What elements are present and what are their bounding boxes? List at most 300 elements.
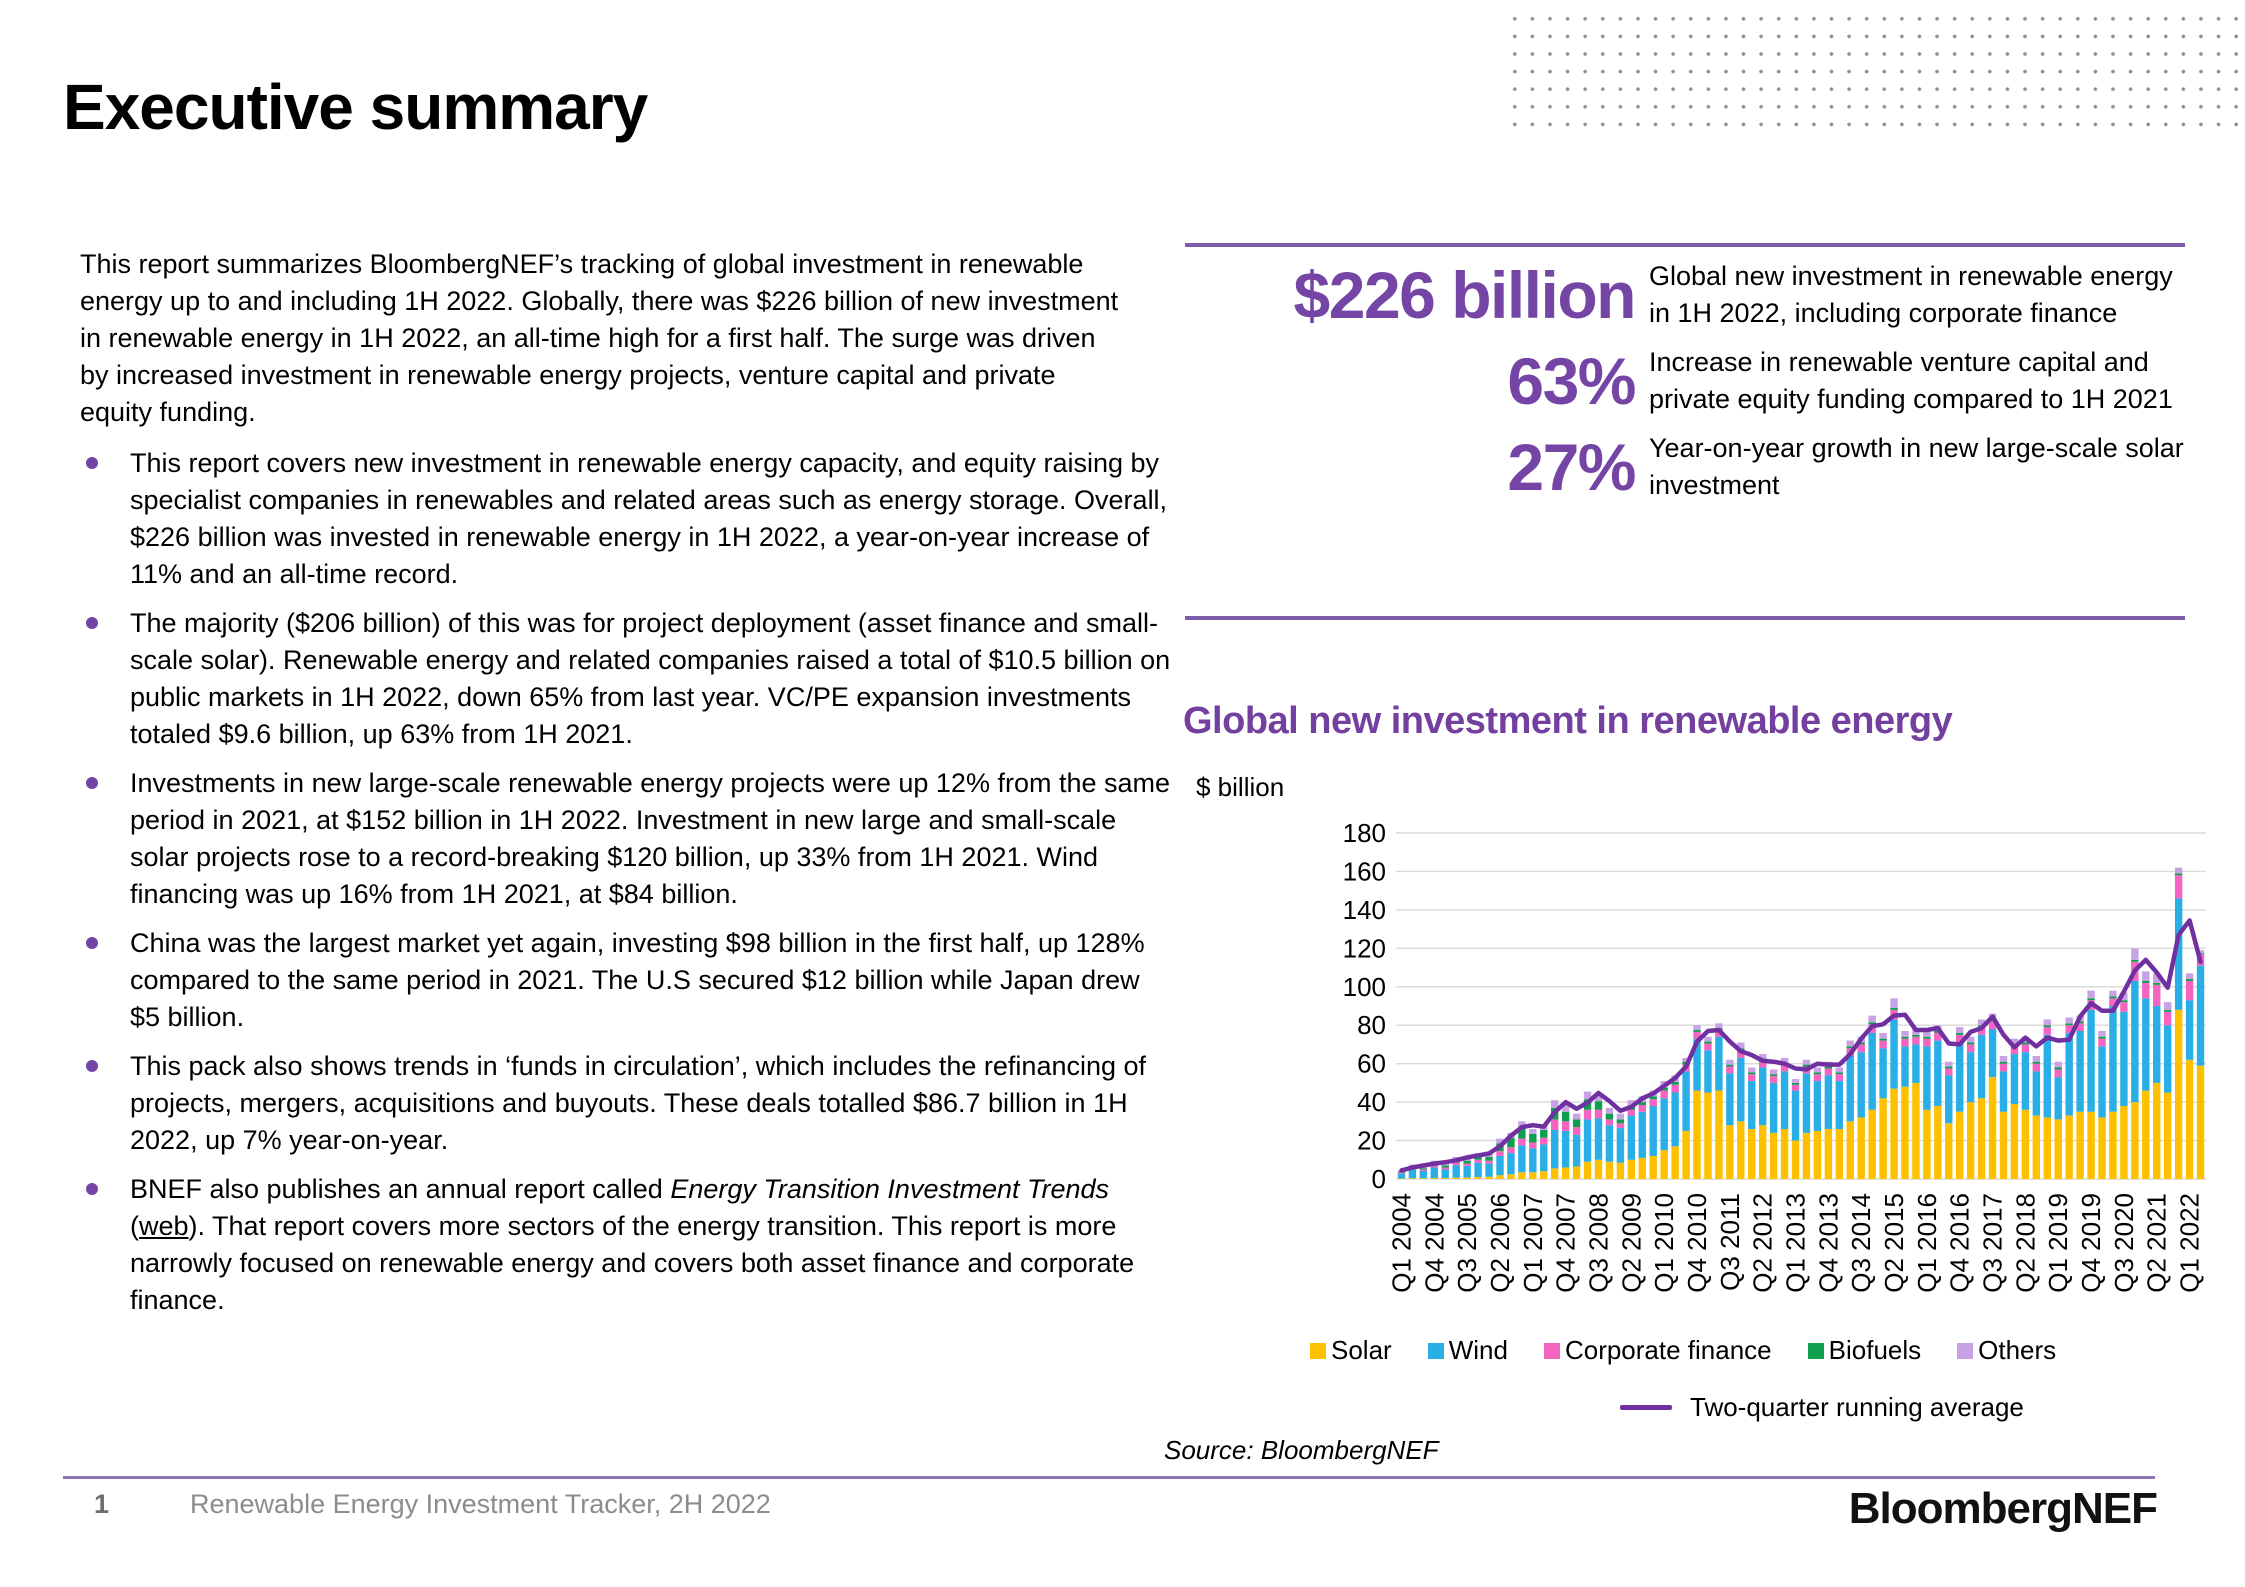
bar-segment (1847, 1041, 1854, 1047)
bar-segment (1923, 1037, 1930, 1039)
bar-segment (2120, 1002, 2127, 1012)
bar-segment (1912, 1037, 1919, 1045)
bar-segment (2044, 1019, 2051, 1025)
bar-segment (1759, 1068, 1766, 1126)
bar-segment (1529, 1129, 1536, 1134)
bar-segment (1770, 1069, 1777, 1074)
text-segment: This pack also shows trends in ‘funds in circulation’, which includes the refinancing of projects, mergers, acquisitions and buyouts. These deals totalled $86.7 billion in 1H 2022, up 7% year-on-year. (130, 1051, 1147, 1155)
legend-item-corporate-finance (1544, 1335, 1772, 1366)
bar-segment (2142, 983, 2149, 998)
bar-segment (2000, 1064, 2007, 1072)
bullet-text (130, 1174, 1134, 1315)
y-axis-tick-label: 60 (1357, 1048, 1386, 1079)
bar-segment (1518, 1172, 1525, 1179)
bar-segment (1562, 1121, 1569, 1131)
bullet-marker (86, 1183, 98, 1195)
bar-segment (2164, 1025, 2171, 1092)
bar-segment (1660, 1091, 1667, 1099)
bar-segment (2175, 868, 2182, 874)
x-axis-tick-label: Q2 2021 (2141, 1193, 2172, 1293)
bar-segment (1978, 1035, 1985, 1098)
legend-swatch (1428, 1343, 1444, 1359)
bar-segment (1606, 1119, 1613, 1125)
bar-segment (1770, 1074, 1777, 1076)
text-segment: ). That report covers more sectors of the energy transition. This report is more narrowly focused on renewable energy and covers both asset finance and corporate finance. (130, 1211, 1135, 1315)
bar-segment (2000, 1056, 2007, 1062)
bar-segment (1573, 1127, 1580, 1135)
bar-segment (1529, 1172, 1536, 1179)
dot-pattern-decoration (1500, 4, 2245, 138)
bar-segment (1398, 1178, 1405, 1179)
bar-segment (1814, 1068, 1821, 1073)
bar-segment (1551, 1130, 1558, 1168)
bar-segment (2033, 1064, 2040, 1072)
stat-row (1185, 429, 2185, 505)
bar-segment (1912, 1083, 1919, 1179)
bar-segment (1770, 1083, 1777, 1133)
legend-swatch (1544, 1343, 1560, 1359)
bar-segment (1628, 1110, 1635, 1116)
bar-segment (1803, 1073, 1810, 1133)
bar-segment (2120, 1106, 2127, 1179)
bar-segment (1453, 1163, 1460, 1165)
x-axis-tick-label: Q1 2007 (1517, 1193, 1548, 1293)
chart-source: Source: BloombergNEF (1164, 1435, 1439, 1465)
bar-segment (1836, 1074, 1843, 1081)
bar-segment (1420, 1171, 1427, 1178)
bar-segment (1507, 1153, 1514, 1174)
x-axis-tick-label: Q1 2013 (1780, 1193, 1811, 1293)
x-axis-tick-label: Q4 2019 (2076, 1193, 2107, 1293)
bar-segment (1945, 1123, 1952, 1179)
y-axis-tick-label: 0 (1371, 1164, 1386, 1194)
bar-segment (2044, 1025, 2051, 1027)
x-axis-tick-label: Q3 2005 (1452, 1193, 1483, 1293)
x-axis-tick-label: Q2 2018 (2010, 1193, 2041, 1293)
bar-segment (1704, 1050, 1711, 1092)
bar-segment (2109, 1006, 2116, 1112)
bar-segment (1847, 1121, 1854, 1179)
bar-segment (1890, 1008, 1897, 1010)
bar-segment (1474, 1177, 1481, 1179)
bar-segment (1584, 1119, 1591, 1161)
text-segment: Energy Transition Investment Trends (670, 1174, 1110, 1204)
bar-segment (2164, 1093, 2171, 1180)
bar-segment (1606, 1125, 1613, 1162)
bar-segment (1726, 1060, 1733, 1065)
bar-segment (1879, 1041, 1886, 1049)
bar-segment (1967, 1044, 1974, 1052)
bar-segment (1715, 1091, 1722, 1179)
bar-segment (2153, 1006, 2160, 1083)
bar-segment (1671, 1146, 1678, 1179)
bar-segment (1639, 1112, 1646, 1158)
bullet-item (80, 605, 1175, 753)
stat-row (1185, 343, 2185, 419)
bar-segment (1398, 1174, 1405, 1179)
bar-segment (1474, 1160, 1481, 1163)
bar-segment (1617, 1163, 1624, 1179)
chart-legend (1310, 1335, 2056, 1366)
bar-segment (1868, 1016, 1875, 1023)
bar-segment (1617, 1114, 1624, 1120)
bar-segment (1595, 1118, 1602, 1159)
bar-segment (1748, 1081, 1755, 1129)
stat-description: Year-on-year growth in new large-scale solar investment (1649, 433, 2184, 500)
stat-description: Increase in renewable venture capital and private equity funding compared to 1H 2021 (1649, 347, 2173, 414)
bar-segment (1715, 1023, 1722, 1028)
bar-segment (1781, 1129, 1788, 1179)
page-title: Executive summary (63, 71, 648, 143)
bar-segment (1617, 1128, 1624, 1163)
x-axis-tick-label: Q1 2022 (2174, 1193, 2205, 1293)
bar-segment (1507, 1147, 1514, 1153)
bullet-text (130, 1051, 1146, 1155)
bar-segment (1901, 1031, 1908, 1037)
bar-segment (1956, 1043, 1963, 1112)
y-axis-tick-label: 120 (1342, 933, 1386, 964)
bar-segment (1704, 1042, 1711, 1044)
bullet-marker (86, 777, 98, 789)
text-segment: The majority ($206 billion) of this was for project deployment (asset finance and small-scale solar). Renewable energy and related companies raised a total of $10.5 billion on public markets in 1H 2022, down 65% from last year. VC/PE expansion investments totaled $9.6 billion, up 63% from 1H 2021. (130, 608, 1171, 749)
bar-segment (2142, 998, 2149, 1090)
bar-segment (1759, 1125, 1766, 1179)
bar-segment (1726, 1065, 1733, 1067)
page-number: 1 (94, 1489, 110, 1519)
bar-segment (1409, 1170, 1416, 1179)
bar-segment (1912, 1035, 1919, 1037)
bar-segment (1923, 1110, 1930, 1179)
bar-segment (1540, 1171, 1547, 1179)
bar-segment (1606, 1114, 1613, 1120)
bar-segment (2098, 1039, 2105, 1047)
stat-row (1185, 257, 2185, 333)
bar-segment (1803, 1133, 1810, 1179)
bar-segment (1551, 1119, 1558, 1130)
intro-paragraph (80, 246, 1125, 431)
bar-segment (1825, 1068, 1832, 1075)
bar-segment (2033, 1071, 2040, 1115)
bar-segment (1496, 1175, 1503, 1179)
bar-segment (1726, 1125, 1733, 1179)
bar-segment (1748, 1068, 1755, 1073)
bar-segment (1606, 1162, 1613, 1179)
investment-chart (1330, 819, 2220, 1319)
bar-segment (1792, 1083, 1799, 1085)
bar-segment (1770, 1133, 1777, 1179)
chart-unit-label: $ billion (1196, 772, 1285, 802)
bar-segment (1715, 1037, 1722, 1091)
bar-segment (1945, 1067, 1952, 1069)
bar-segment (2109, 991, 2116, 997)
bar-segment (1967, 1052, 1974, 1102)
bar-segment (1693, 1091, 1700, 1179)
bar-segment (1792, 1141, 1799, 1179)
y-axis-tick-label: 180 (1342, 819, 1386, 848)
bar-segment (1442, 1167, 1449, 1169)
bar-segment (2142, 981, 2149, 983)
bar-segment (2087, 998, 2094, 1000)
bar-segment (2022, 1110, 2029, 1179)
bar-segment (1901, 1087, 1908, 1179)
bar-segment (2131, 960, 2138, 962)
bar-segment (1967, 1102, 1974, 1179)
bar-segment (1628, 1116, 1635, 1160)
bar-segment (1639, 1105, 1646, 1112)
bar-segment (1847, 1056, 1854, 1121)
bar-segment (1562, 1112, 1569, 1122)
bar-segment (2131, 948, 2138, 960)
bar-segment (2055, 1077, 2062, 1119)
bar-segment (1693, 1025, 1700, 1030)
bullet-text (130, 768, 1170, 909)
bar-segment (1934, 1106, 1941, 1179)
bar-segment (1474, 1163, 1481, 1177)
bar-segment (1956, 1027, 1963, 1033)
bar-segment (1463, 1177, 1470, 1179)
bar-segment (1792, 1079, 1799, 1083)
y-axis-tick-label: 40 (1357, 1087, 1386, 1118)
bar-segment (1463, 1164, 1470, 1166)
legend-label: Others (1978, 1335, 2057, 1365)
bullet-list (80, 445, 1175, 1319)
bar-segment (1682, 1131, 1689, 1179)
bar-segment (2055, 1062, 2062, 1068)
bar-segment (1595, 1110, 1602, 1119)
bar-segment (1967, 1043, 1974, 1045)
bar-segment (1879, 1033, 1886, 1039)
bar-segment (1551, 1168, 1558, 1179)
text-segment: This report covers new investment in renewable energy capacity, and equity raising by specialist companies in renewables and related areas such as energy storage. Overall, $226 billion was invested in renewable energy in 1H 2022, a year-on-year increase of 11% and an all-time record. (130, 448, 1168, 589)
bar-segment (2186, 981, 2193, 1000)
bar-segment (2033, 1056, 2040, 1062)
bullet-marker (86, 937, 98, 949)
bar-segment (2131, 1102, 2138, 1179)
bar-segment (2109, 1112, 2116, 1179)
stat-value: 63% (1507, 344, 1635, 418)
y-axis-tick-label: 160 (1342, 856, 1386, 887)
bar-segment (2000, 1062, 2007, 1064)
bar-segment (1650, 1099, 1657, 1106)
bar-segment (1660, 1098, 1667, 1150)
bar-segment (1584, 1110, 1591, 1120)
bar-segment (1945, 1068, 1952, 1075)
bullet-text (130, 928, 1145, 1032)
bar-segment (2098, 1046, 2105, 1117)
text-segment: China was the largest market yet again, investing $98 billion in the first half, up 128% compared to the same period in 2021. The U.S secured $12 billion while Japan drew $5 billion. (130, 928, 1145, 1032)
bar-segment (1617, 1123, 1624, 1128)
bar-segment (2087, 991, 2094, 999)
bar-segment (2044, 1117, 2051, 1179)
bar-segment (1868, 1033, 1875, 1110)
bar-segment (2076, 1031, 2083, 1112)
bar-segment (1595, 1101, 1602, 1110)
bullet-item (80, 1048, 1175, 1159)
bar-segment (1682, 1071, 1689, 1131)
bar-segment (1879, 1098, 1886, 1179)
bar-segment (2065, 1023, 2072, 1025)
bar-segment (2186, 979, 2193, 981)
bar-segment (1814, 1131, 1821, 1179)
bar-segment (1442, 1178, 1449, 1179)
bar-segment (1836, 1081, 1843, 1129)
bar-segment (1573, 1114, 1580, 1120)
bar-segment (2153, 985, 2160, 1006)
bar-segment (1606, 1108, 1613, 1114)
bar-segment (2186, 1060, 2193, 1179)
bar-segment (1409, 1178, 1416, 1179)
bar-segment (1879, 1048, 1886, 1098)
y-axis-tick-label: 20 (1357, 1125, 1386, 1156)
bar-segment (1704, 1043, 1711, 1050)
bar-segment (1748, 1072, 1755, 1074)
bar-segment (1901, 1037, 1908, 1039)
bullet-text (130, 448, 1167, 589)
bar-segment (1671, 1093, 1678, 1147)
bar-segment (1529, 1134, 1536, 1143)
bullet-item (80, 765, 1175, 913)
x-axis-tick-label: Q1 2019 (2043, 1193, 2074, 1293)
x-axis-tick-label: Q1 2016 (1911, 1193, 1942, 1293)
bar-segment (1770, 1076, 1777, 1083)
bar-segment (1573, 1119, 1580, 1127)
footer-divider (63, 1476, 2155, 1479)
bar-segment (2022, 1052, 2029, 1110)
x-axis-tick-label: Q3 2008 (1583, 1193, 1614, 1293)
text-segment: This report summarizes BloombergNEF’s tracking of global investment in renewable energy up to and including 1H 2022. Globally, there was $226 billion of new investment in renewable energy in 1H 2022, an all-time high for a first half. The surge was driven by increased investment in renewable energy projects, venture capital and private equity funding. (80, 249, 1119, 427)
chart-legend-line (1620, 1392, 2024, 1423)
bar-segment (1529, 1142, 1536, 1148)
bullet-item (80, 1171, 1175, 1319)
bar-segment (1726, 1067, 1733, 1074)
bar-segment (1792, 1085, 1799, 1091)
bar-segment (2197, 966, 2204, 1066)
bullet-item (80, 925, 1175, 1036)
bar-segment (1737, 1058, 1744, 1121)
bar-segment (1507, 1174, 1514, 1179)
legend-swatch (1310, 1343, 1326, 1359)
bar-segment (2175, 1010, 2182, 1179)
bar-segment (2055, 1119, 2062, 1179)
bar-segment (2131, 981, 2138, 1102)
bar-segment (2098, 1037, 2105, 1039)
bar-segment (2197, 1066, 2204, 1179)
running-average-legend-label: Two-quarter running average (1690, 1392, 2024, 1422)
bar-segment (2087, 1010, 2094, 1112)
bar-segment (1584, 1162, 1591, 1179)
legend-swatch (1957, 1343, 1973, 1359)
bar-segment (1737, 1121, 1744, 1179)
bar-segment (2142, 1091, 2149, 1179)
bar-segment (1879, 1039, 1886, 1041)
bar-segment (1956, 1033, 1963, 1035)
x-axis-tick-label: Q4 2010 (1682, 1193, 1713, 1293)
bar-segment (1945, 1075, 1952, 1123)
bar-segment (1825, 1075, 1832, 1129)
web-link[interactable]: web (139, 1211, 189, 1241)
bar-segment (1868, 1110, 1875, 1179)
bar-segment (1562, 1167, 1569, 1179)
bar-segment (1704, 1037, 1711, 1042)
bar-segment (1573, 1135, 1580, 1167)
bar-segment (1485, 1177, 1492, 1179)
bar-segment (1901, 1039, 1908, 1047)
bar-segment (1529, 1148, 1536, 1172)
bar-segment (1912, 1044, 1919, 1082)
bar-segment (1978, 1098, 1985, 1179)
legend-label: Wind (1448, 1335, 1508, 1365)
bar-segment (2153, 983, 2160, 985)
x-axis-tick-label: Q4 2013 (1813, 1193, 1844, 1293)
footer-report-title: Renewable Energy Investment Tracker, 2H 2022 (190, 1489, 771, 1519)
bar-segment (1420, 1170, 1427, 1171)
bar-segment (1442, 1166, 1449, 1168)
bullet-marker (86, 457, 98, 469)
bar-segment (1836, 1068, 1843, 1073)
bar-segment (1858, 1052, 1865, 1117)
bar-segment (1726, 1073, 1733, 1125)
bar-segment (1431, 1167, 1438, 1178)
bar-segment (1956, 1112, 1963, 1179)
x-axis-tick-label: Q1 2004 (1386, 1193, 1417, 1293)
bar-segment (1463, 1166, 1470, 1178)
bar-segment (1923, 1039, 1930, 1047)
bar-segment (1814, 1072, 1821, 1074)
bar-segment (1814, 1074, 1821, 1081)
x-axis-tick-label: Q1 2010 (1649, 1193, 1680, 1293)
bar-segment (1573, 1167, 1580, 1179)
x-axis-tick-label: Q4 2007 (1550, 1193, 1581, 1293)
bar-segment (2044, 1027, 2051, 1035)
bullet-marker (86, 1060, 98, 1072)
text-segment: BNEF also publishes an annual report called (130, 1174, 671, 1204)
bar-segment (1518, 1139, 1525, 1146)
bar-segment (1485, 1161, 1492, 1164)
bar-segment (1671, 1085, 1678, 1093)
bar-segment (1803, 1060, 1810, 1065)
legend-label: Corporate finance (1564, 1335, 1772, 1365)
bar-segment (1890, 998, 1897, 1008)
bar-segment (1463, 1161, 1470, 1164)
bullet-text (130, 608, 1170, 749)
x-axis-tick-label: Q3 2020 (2108, 1193, 2139, 1293)
bar-segment (1858, 1117, 1865, 1179)
bar-segment (2011, 1104, 2018, 1179)
bar-segment (1639, 1158, 1646, 1179)
y-axis-tick-label: 140 (1342, 894, 1386, 925)
bar-segment (2142, 971, 2149, 981)
x-axis-tick-label: Q2 2015 (1879, 1193, 1910, 1293)
bar-segment (2098, 1117, 2105, 1179)
bar-segment (1617, 1119, 1624, 1123)
stat-value: 27% (1507, 430, 1635, 504)
bar-segment (1442, 1169, 1449, 1178)
text-segment: ( (130, 1211, 139, 1241)
legend-item-solar (1310, 1335, 1392, 1366)
bar-segment (1540, 1144, 1547, 1171)
bar-segment (1901, 1046, 1908, 1086)
bar-segment (1398, 1173, 1405, 1174)
bar-segment (1551, 1100, 1558, 1108)
stat-description: Global new investment in renewable energy in 1H 2022, including corporate finance (1649, 261, 2173, 328)
bar-segment (2153, 1083, 2160, 1179)
bar-segment (1934, 1041, 1941, 1106)
bar-segment (2120, 1012, 2127, 1106)
bar-segment (2044, 1035, 2051, 1118)
bar-segment (2076, 1112, 2083, 1179)
bar-segment (2033, 1062, 2040, 1064)
bullet-item (80, 445, 1175, 593)
